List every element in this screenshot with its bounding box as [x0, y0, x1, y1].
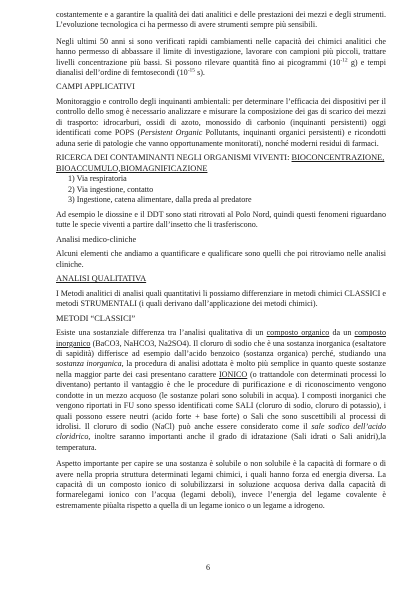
text-run: (BaCO3, NaHCO3, Na2SO4). Il cloruro di sodio che è una sostanza inorganica (esaltatore di sapidità) differisce ad esempio dall’acido benzoico (sostanza organica) perché, studiando una [56, 338, 386, 359]
underlined-text: composto organico [266, 328, 330, 338]
text-run: RICERCA DEI CONTAMINANTI NEGLI ORGANISMI VIVENTI: [56, 153, 292, 163]
heading-analisi-medico: Analisi medico-cliniche [56, 234, 137, 244]
text-run: s). [195, 68, 205, 78]
superscript: -12 [340, 56, 348, 63]
heading-metodi-classici: METODI “CLASSICI” [56, 313, 136, 323]
heading-analisi-qualitativa: ANALISI QUALITATIVA [56, 274, 147, 284]
text-run: Esiste una sostanziale differenza tra l’analisi qualitativa di un [56, 328, 267, 338]
text-run: Monitoraggio e controllo degli inquinanti ambientali: per determinare l’efficacia dei dispositivi per il controllo dello smog è necessario analizzare e misurare la composizione dei gas di scarico dei mezzi di trasporto: idrocarburi, ossidi di azoto, monossido di carbonio (inquinanti persistenti) oggi identificati come POPS ( [56, 97, 386, 138]
heading-campi-applicativi: CAMPI APPLICATIVI [56, 82, 135, 92]
emphasis: sale sodico dell’acido cloridrico [56, 421, 387, 442]
document-page [56, 10, 386, 511]
text-run: , la procedura di analisi adottata è molto più semplice in quanto queste sostanze nella maggior parte dei casi presentano carattere [56, 359, 386, 379]
exposure-list [56, 174, 386, 206]
underlined-text: IONICO [218, 369, 248, 379]
emphasis: Persistent Organic [140, 128, 203, 138]
paragraph-metodi: I Metodi analitici di analisi quali quantitativi li possiamo differenziare in metodi chimici CLASSICI e metodi STRUMENTALI (i quali derivano dall’applicazione dei metodi chimici). [56, 288, 386, 309]
text-run: g) e tempi dianalisi dell’ordine di femtosecondi (10 [56, 57, 386, 78]
paragraph-solubilita: Aspetto importante per capire se una sostanza è solubile o non solubile è la capacità di formare o di avere nella propria struttura determinati legami chimici, i quali hanno forza ed energia diversa. La capacità di un composto ionico di solubilizzarsi in soluzione acquosa deriva dalla capacità di formarelegami ionico con l’acqua (legami deboli), invece l’energia del legame covalente è estremamente piùalta rispetto a quella di un legame ionico o un legame a idrogeno. [56, 459, 386, 510]
superscript: -15 [187, 67, 196, 74]
list-item: 3) Ingestione, catena alimentare, dalla preda al predatore [68, 195, 252, 205]
paragraph-organico-inorganico [56, 328, 386, 453]
paragraph-intro: costantemente e a garantire la qualità dei dati analitici e delle prestazioni dei mezzi e degli strumenti. L’evoluzione tecnologica ci ha permesso di avere strumenti sempre più sensibili. [56, 10, 386, 30]
heading-ricerca-contaminanti [56, 153, 386, 174]
page-number: 6 [206, 563, 210, 572]
list-item: 2) Via ingestione, contatto [68, 184, 154, 194]
list-item: 1) Via respiratoria [68, 174, 127, 184]
text-run: Negli ultimi 50 anni si sono verificati rapidi cambiamenti nelle capacità dei chimici analitici che hanno permesso di abbassare il limite di investigazione, lavorare con campioni più piccoli, trattare livelli concentrazione più bassi. Si possono rilevare quantità fino ai picogrammi (10 [56, 36, 386, 67]
text-run: , inoltre saranno importanti anche il grado di idratazione (Sali idrati o Sali anidri),la temperatura. [56, 432, 386, 452]
paragraph-elementi: Alcuni elementi che andiamo a quantificare e qualificare sono quelli che poi ritroviamo nelle analisi cliniche. [56, 249, 386, 269]
text-run: da un [329, 328, 355, 338]
text-run: Pollutants, inquinanti organici persistenti) e ricondotti aduna serie di patologie che vanno opportunamente monitorati), nonché moderni residui di farmaci. [56, 128, 386, 148]
emphasis: sostanza inorganica [56, 359, 122, 369]
paragraph-monitoraggio [56, 97, 386, 149]
underlined-text: composto inorganico [56, 328, 386, 348]
paragraph-diossine: Ad esempio le diossine e il DDT sono stati ritrovati al Polo Nord, quindi questi fenomeni riguardano tutte le specie viventi a partire dall’insetto che li trasferiscono. [56, 210, 386, 230]
text-run: (o trattandole con determinati processi lo diventano) pertanto il vantaggio è che le procedure di purificazione e di riconoscimento vengono condotte in un mezzo acquoso (le sostanze polari sono solubili in acqua). I composti inorganici che vengono riportati in FU sono spesso identificati come SALI (cloruro di sodio, cloruro di potassio), i quali possono essere neutri (acido forte + base forte) o Sali che sono suscettibili al processi di idrolisi. Il cloruro di sodio (NaCl) può anche essere considerato come il [56, 369, 387, 431]
underlined-text: BIOCONCENTRAZIONE, BIOACCUMULO,BIOMAGNIFICAZIONE [56, 153, 385, 173]
paragraph-sensitivity [56, 37, 386, 79]
